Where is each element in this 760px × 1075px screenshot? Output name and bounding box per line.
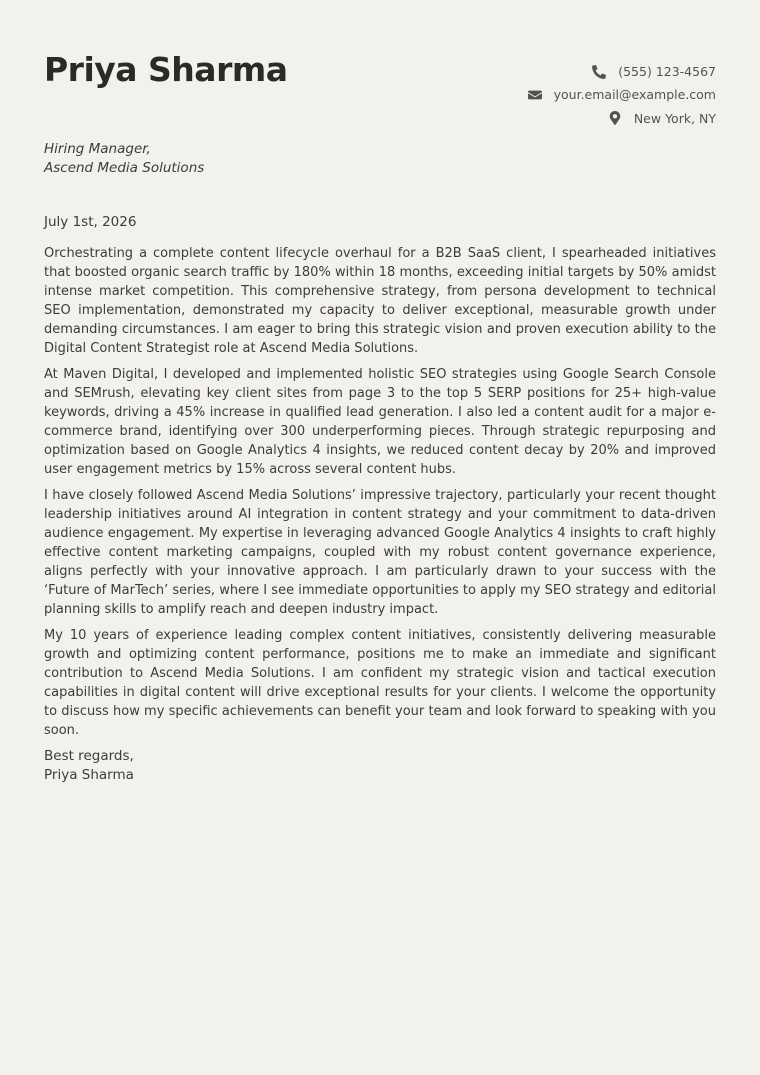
contact-email-row (528, 83, 716, 106)
recipient-block (44, 140, 716, 178)
recipient-company: Ascend Media Solutions (44, 160, 205, 176)
letter-body (44, 244, 716, 740)
body-paragraph: At Maven Digital, I developed and implemented holistic SEO strategies using Google Search Console and SEMrush, elevating key client sites from page 3 to the top 5 SERP positions for 25+ high-value keywords, driving a 45% increase in qualified lead generation. I also led a content audit for a major e-commerce brand, identifying over 300 underperforming pieces. Through strategic repurposing and optimization based on Google Analytics 4 insights, we reduced content decay by 20% and improved user engagement metrics by 15% across several content hubs. (44, 367, 716, 477)
contact-phone-row (528, 60, 716, 83)
closing-block (44, 747, 716, 785)
phone-number: (555) 123-4567 (618, 64, 716, 80)
signature-name: Priya Sharma (44, 767, 134, 783)
body-paragraph: My 10 years of experience leading complex content initiatives, consistently delivering measurable growth and optimizing content performance, positions me to make an immediate and significant contribution to Ascend Media Solutions. I am confident my strategic vision and tactical execution capabilities in digital content will drive exceptional results for your clients. I welcome the opportunity to discuss how my specific achievements can benefit your team and look forward to speaking with you soon. (44, 628, 716, 738)
contact-location-row (528, 107, 716, 130)
phone-icon (592, 65, 606, 79)
map-pin-icon (608, 111, 622, 125)
location: New York, NY (633, 110, 716, 126)
email-address: your.email@example.com (553, 87, 716, 103)
contact-info (528, 60, 716, 130)
body-paragraph: I have closely followed Ascend Media Solutions’ impressive trajectory, particularly your recent thought leadership initiatives around AI integration in content strategy and your commitment to data-driven audience engagement. My expertise in leveraging advanced Google Analytics 4 insights to craft highly effective content marketing campaigns, coupled with my robust content governance experience, aligns perfectly with your innovative approach. I am particularly drawn to your success with the ‘Future of MarTech’ series, where I see immediate opportunities to apply my SEO strategy and editorial planning skills to amplify reach and deepen industry impact. (44, 488, 716, 617)
closing-salutation: Best regards, (44, 748, 134, 764)
letter-header (44, 0, 716, 140)
letter-date: July 1st, 2026 (44, 214, 137, 230)
recipient-title: Hiring Manager, (44, 141, 151, 157)
envelope-icon (528, 88, 542, 102)
body-paragraph: Orchestrating a complete content lifecycle overhaul for a B2B SaaS client, I spearheaded initiatives that boosted organic search traffic by 180% within 18 months, exceeding initial targets by 50% amidst intense market competition. This comprehensive strategy, from persona development to technical SEO implementation, demonstrated my capacity to deliver exceptional, measurable growth under demanding circumstances. I am eager to bring this strategic vision and proven execution ability to the Digital Content Strategist role at Ascend Media Solutions. (44, 246, 716, 356)
applicant-name: Priya Sharma (44, 50, 288, 89)
